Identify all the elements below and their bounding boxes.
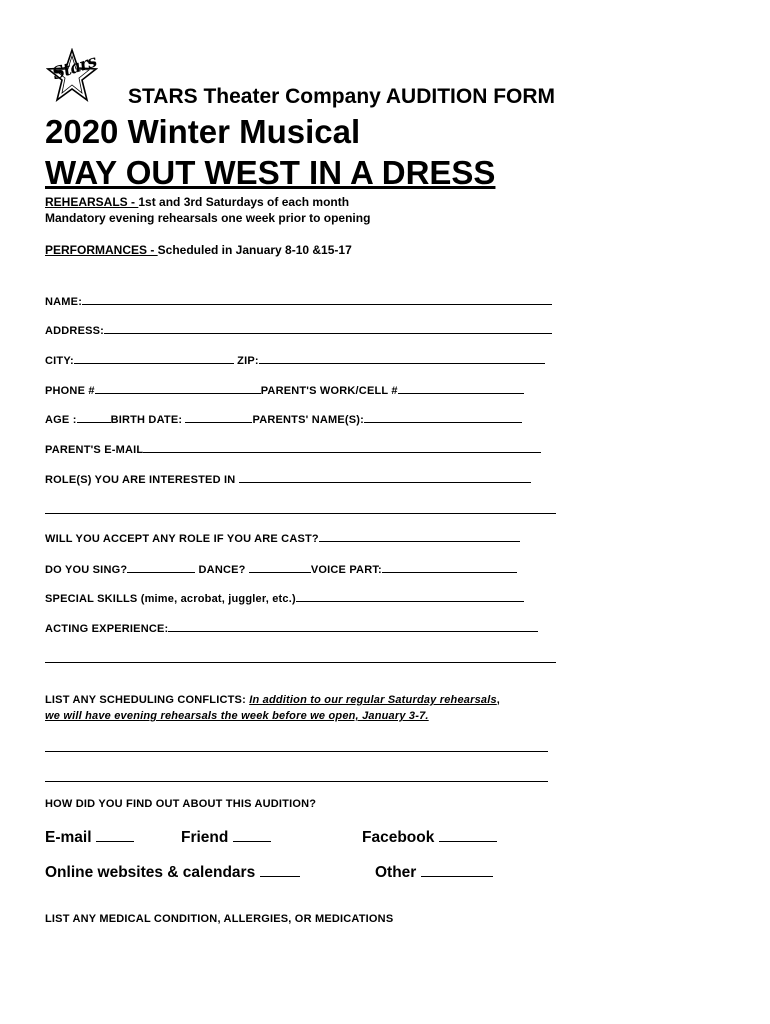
source-other-option[interactable]: [375, 862, 493, 882]
zip-blank[interactable]: [259, 352, 545, 364]
roles-label: ROLE(S) YOU ARE INTERESTED IN: [45, 474, 236, 486]
conflicts-label: LIST ANY SCHEDULING CONFLICTS:: [45, 694, 250, 706]
roles-extra-line[interactable]: [45, 513, 556, 514]
city-blank[interactable]: [74, 352, 234, 364]
source-facebook-blank[interactable]: [439, 827, 497, 842]
city-zip-row: [45, 352, 545, 367]
phone-label: PHONE #: [45, 385, 95, 397]
voice-part-label: VOICE PART:: [310, 564, 382, 576]
dance-blank[interactable]: [249, 561, 311, 573]
conflicts-line-2[interactable]: [45, 781, 548, 782]
special-skills-blank[interactable]: [296, 590, 524, 602]
name-blank[interactable]: [82, 293, 552, 305]
phone-blank[interactable]: [95, 382, 261, 394]
show-title: WAY OUT WEST IN A DRESS: [45, 154, 496, 191]
phone-row: [45, 382, 524, 397]
conflicts-note-1-tail: ,: [496, 694, 501, 706]
logo-lettering: Stars: [50, 51, 99, 85]
roles-field[interactable]: [45, 471, 531, 486]
acting-experience-field[interactable]: [45, 620, 538, 635]
source-online-option[interactable]: [45, 862, 300, 882]
medical-label: LIST ANY MEDICAL CONDITION, ALLERGIES, OR MEDICATIONS: [45, 913, 394, 925]
performances-label: PERFORMANCES -: [45, 243, 158, 257]
age-blank[interactable]: [77, 411, 111, 423]
city-label: CITY:: [45, 355, 74, 367]
acting-experience-blank[interactable]: [168, 620, 538, 632]
conflicts-line-1[interactable]: [45, 751, 548, 752]
accept-role-label: WILL YOU ACCEPT ANY ROLE IF YOU ARE CAST?: [45, 533, 319, 545]
name-label: NAME:: [45, 296, 83, 308]
roles-blank[interactable]: [239, 471, 531, 483]
parent-email-field[interactable]: [45, 441, 541, 456]
special-skills-label: SPECIAL SKILLS (mime, acrobat, juggler, etc.): [45, 593, 296, 605]
name-field[interactable]: [45, 293, 552, 308]
rehearsals-note: Mandatory evening rehearsals one week prior to opening: [45, 211, 371, 225]
age-row: [45, 411, 522, 426]
address-blank[interactable]: [104, 322, 552, 334]
source-facebook-label: Facebook: [362, 829, 435, 846]
address-field[interactable]: [45, 322, 552, 337]
performances-line: [45, 243, 352, 257]
source-other-label: Other: [375, 864, 417, 881]
rehearsals-line: [45, 195, 349, 209]
rehearsals-label: REHEARSALS -: [45, 195, 139, 209]
sing-label: DO YOU SING?: [45, 564, 128, 576]
conflicts-note-2: we will have evening rehearsals the week before we open, January 3-7.: [45, 710, 429, 722]
zip-label: ZIP:: [237, 355, 259, 367]
musical-title: 2020 Winter Musical: [45, 113, 361, 150]
parent-work-cell-label: PARENT'S WORK/CELL #: [260, 385, 398, 397]
source-other-blank[interactable]: [421, 862, 493, 877]
conflicts-note-line-2: [45, 710, 429, 722]
source-email-blank[interactable]: [96, 827, 134, 842]
source-friend-blank[interactable]: [233, 827, 271, 842]
acting-experience-label: ACTING EXPERIENCE:: [45, 623, 169, 635]
source-facebook-option[interactable]: [362, 827, 497, 847]
parent-email-blank[interactable]: [143, 441, 541, 453]
source-email-option[interactable]: [45, 827, 134, 847]
sing-blank[interactable]: [127, 561, 195, 573]
source-online-blank[interactable]: [260, 862, 300, 877]
source-question: HOW DID YOU FIND OUT ABOUT THIS AUDITION?: [45, 798, 317, 810]
sing-dance-row: [45, 561, 517, 576]
age-label: AGE :: [45, 414, 77, 426]
source-email-label: E-mail: [45, 829, 92, 846]
parent-work-cell-blank[interactable]: [398, 382, 524, 394]
parent-email-label: PARENT'S E-MAIL: [45, 444, 144, 456]
source-online-label: Online websites & calendars: [45, 864, 256, 881]
rehearsals-text: 1st and 3rd Saturdays of each month: [138, 195, 350, 209]
voice-part-blank[interactable]: [382, 561, 517, 573]
conflicts-note-1: In addition to our regular Saturday rehearsals: [249, 694, 497, 706]
address-label: ADDRESS:: [45, 325, 105, 337]
source-friend-option[interactable]: [181, 827, 271, 847]
form-title: STARS Theater Company AUDITION FORM: [128, 85, 556, 108]
parents-names-label: PARENTS' NAME(S):: [252, 414, 365, 426]
accept-role-blank[interactable]: [319, 530, 520, 542]
source-friend-label: Friend: [181, 829, 229, 846]
special-skills-field[interactable]: [45, 590, 524, 605]
acting-experience-extra-line[interactable]: [45, 662, 556, 663]
parents-names-blank[interactable]: [364, 411, 522, 423]
birth-date-label: BIRTH DATE:: [110, 414, 183, 426]
dance-label: DANCE?: [198, 564, 246, 576]
accept-role-field[interactable]: [45, 530, 520, 545]
performances-text: Scheduled in January 8-10 &15-17: [157, 243, 352, 257]
birth-date-blank[interactable]: [185, 411, 252, 423]
conflicts-line: [45, 694, 500, 706]
